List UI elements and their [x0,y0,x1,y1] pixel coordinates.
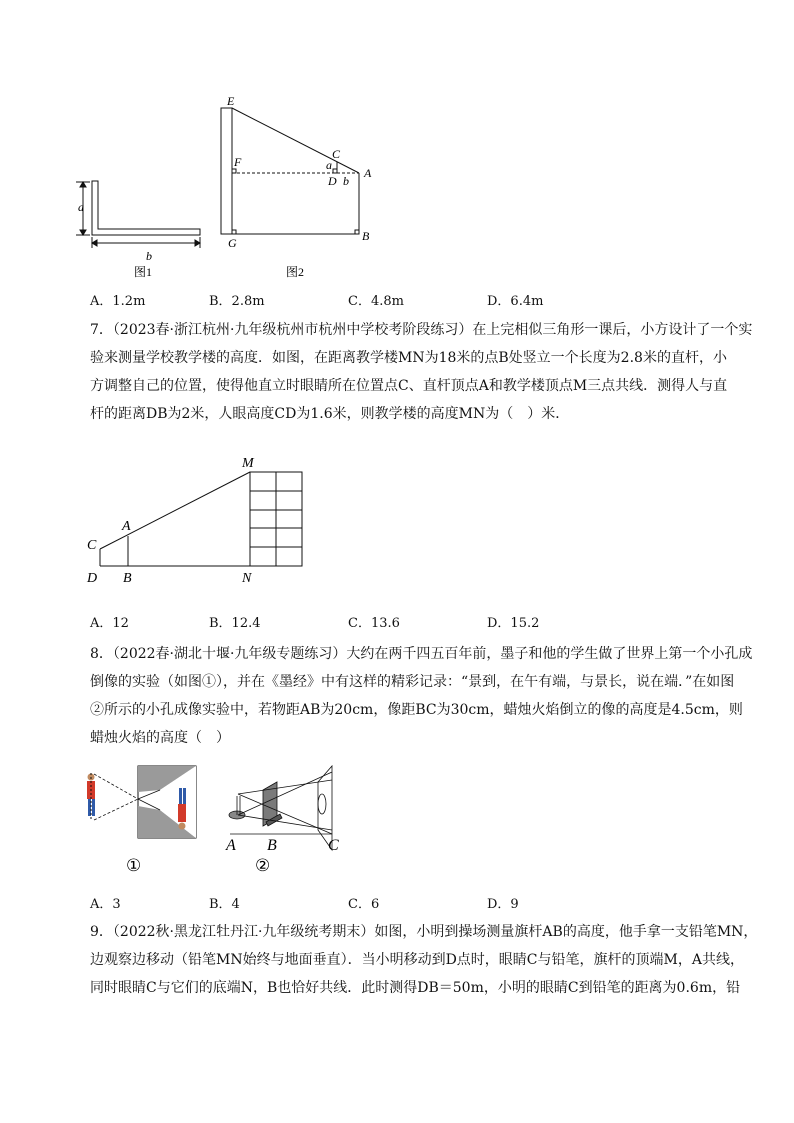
q6-fig2-label-F: F [234,155,242,169]
q7-fig-label-C: C [87,538,97,553]
q8-option-c[interactable]: C．6 [348,897,380,912]
q9-line-1: 9．（2022秋·黑龙江牡丹江·九年级统考期末）如图，小明到操场测量旗杆AB的高度，他手拿一支铅笔MN， [90,924,758,940]
q7-option-d[interactable]: D．15.2 [487,616,540,631]
q7-option-b[interactable]: B．12.4 [209,616,261,631]
q6-fig2-label-A: A [364,166,372,180]
q8-fig2-label-C: C [328,837,339,854]
q6-fig1-label-b: b [146,249,152,263]
q7-figure [80,450,340,590]
q7-option-a[interactable]: A．12 [90,616,129,631]
q7-fig-label-M: M [242,456,254,471]
q8-line-4: 蜡烛火焰的高度（ ） [90,730,230,746]
q7-fig-label-D: D [87,571,98,586]
q6-option-d[interactable]: D．6.4m [487,294,544,309]
q6-option-c[interactable]: C．4.8m [348,294,404,309]
q6-fig2-label-b: b [343,174,349,188]
q6-figure1 [76,181,200,248]
q9-question-text [90,918,758,1002]
q7-line-2: 验来测量学校教学楼的高度．如图，在距离教学楼MN为18米的点B处竖立一个长度为2.8米的直杆，小 [90,350,727,366]
q8-fig2-caption: ② [255,856,271,875]
q7-fig-label-B: B [123,571,132,586]
q8-option-d[interactable]: D．9 [487,897,519,912]
q7-question-text [90,316,753,428]
q6-figure2 [221,108,359,234]
q8-fig2-label-B: B [267,837,277,854]
q7-fig-label-N: N [242,571,252,586]
q7-fig-label-A: A [122,519,131,534]
q6-fig1-caption: 图1 [134,265,153,279]
q7-option-c[interactable]: C．13.6 [348,616,400,631]
q6-figures [60,90,400,290]
q8-figures [70,760,370,880]
q9-line-2: 边观察边移动（铅笔MN始终与地面垂直）．当小明移动到D点时，眼睛C与铅笔，旗杆的顶端M，A共线， [90,952,744,968]
q9-line-3: 同时眼睛C与它们的底端N，B也恰好共线．此时测得DB＝50m，小明的眼睛C到铅笔的距离为0.6m，铅 [90,980,741,996]
q7-line-4: 杆的距离DB为2米，人眼高度CD为1.6米，则教学楼的高度MN为（ ）米． [90,406,570,422]
q6-option-a[interactable]: A．1.2m [90,294,146,309]
q8-question-text [90,640,753,752]
q7-line-1: 7．（2023春·浙江杭州·九年级杭州市杭州中学校考阶段练习）在上完相似三角形一课后，小方设计了一个实 [90,322,753,338]
q6-fig2-label-a: a [326,158,332,172]
q6-fig1-label-a: a [78,200,84,214]
q8-line-1: 8．（2022春·湖北十堰·九年级专题练习）大约在两千四五百年前，墨子和他的学生做了世界上第一个小孔成 [90,646,753,662]
q8-line-2: 倒像的实验（如图①），并在《墨经》中有这样的精彩记录：“景到，在午有端，与景长，说在端．”在如图 [90,674,735,690]
q6-fig2-label-E: E [227,94,235,108]
q8-line-3: ②所示的小孔成像实验中，若物距AB为20cm，像距BC为30cm，蜡烛火焰倒立的像的高度是4.5cm，则 [90,702,743,718]
q8-option-a[interactable]: A．3 [90,897,121,912]
q6-fig2-caption: 图2 [286,265,305,279]
q8-fig2-label-A: A [226,837,236,854]
q6-fig2-label-D: D [328,174,337,188]
q7-line-3: 方调整自己的位置，使得他直立时眼睛所在位置点C、直杆顶点A和教学楼顶点M三点共线．测得人与直 [90,378,728,394]
q8-figure2 [229,766,332,850]
q6-fig2-label-B: B [362,229,370,243]
q8-figure1 [87,766,196,838]
q8-fig1-caption: ① [126,856,142,875]
q6-option-b[interactable]: B．2.8m [209,294,265,309]
q6-fig2-label-G: G [228,236,237,250]
q8-option-b[interactable]: B．4 [209,897,240,912]
q6-fig2-label-C: C [332,147,341,161]
